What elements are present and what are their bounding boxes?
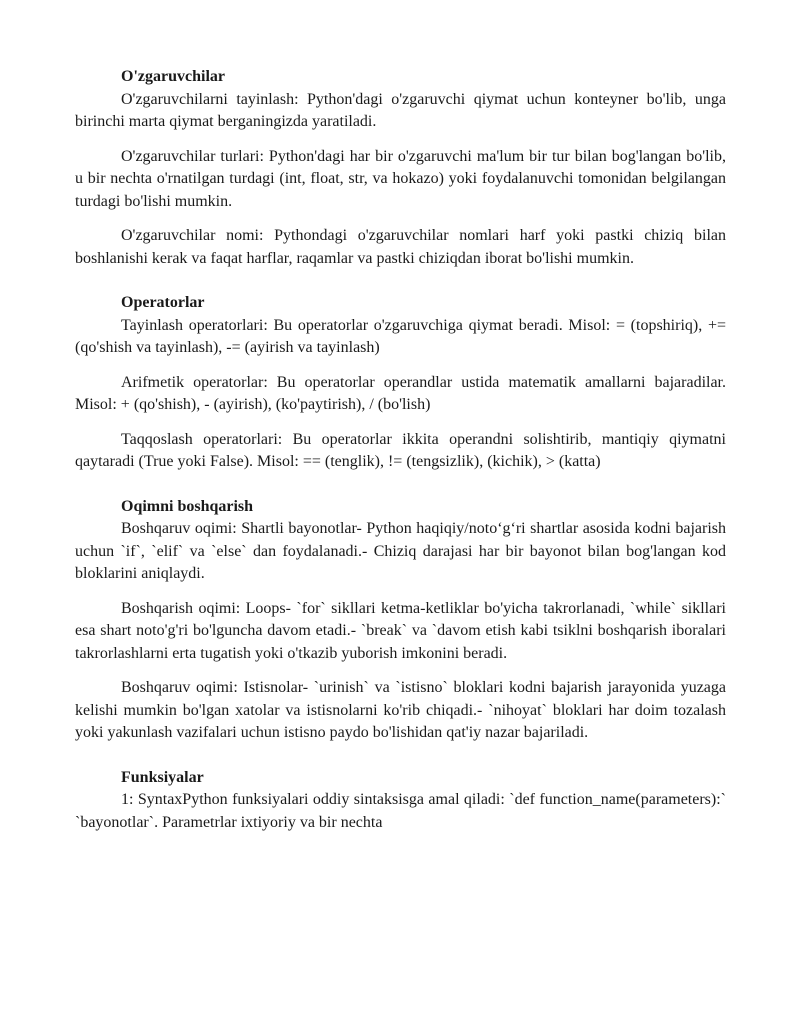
section-heading: Oqimni boshqarish (121, 497, 254, 515)
document-page (75, 66, 726, 834)
paragraph: Boshqaruv oqimi: Istisnolar- `urinish` va `istisno` bloklari kodni bajarish jarayonida yuzaga kelishi mumkin bo'lgan xatolar va istisnolarni ko'rib chiqadi.- `nihoyat` bloklari har doim tozalash yoki yakunlash vazifalari uchun istisno paydo bo'lishidan qat'iy nazar bajariladi. (75, 679, 726, 741)
paragraph: O'zgaruvchilar nomi: Pythondagi o'zgaruvchilar nomlari harf yoki pastki chiziq bilan boshlanishi kerak va faqat harflar, raqamlar va pastki chiziqdan iborat bo'lishi mumkin. (75, 227, 726, 267)
section-heading: O'zgaruvchilar (121, 68, 225, 85)
section-spacer (75, 757, 726, 767)
paragraph: Boshqaruv oqimi: Shartli bayonotlar- Python haqiqiy/noto‘g‘ri shartlar asosida kodni bajarish uchun `if`, `elif` va `else` dan foydalanadi.- Chiziq darajasi har bir bayonot bilan bog'langan kod bloklarini aniqlaydi. (75, 520, 726, 582)
section-operatorlar (75, 292, 726, 474)
paragraph: Arifmetik operatorlar: Bu operatorlar operandlar ustida matematik amallarni bajaradilar. Misol: + (qo'shish), - (ayirish), (ko'paytirish), / (bo'lish) (75, 373, 726, 413)
paragraph: O'zgaruvchilar turlari: Python'dagi har bir o'zgaruvchi ma'lum bir tur bilan bog'langan bo'lib, u bir nechta o'rnatilgan turdagi (int, float, str, va hokazo) yoki foydalanuvchi tomonidan belgilangan turdagi bo'lishi mumkin. (75, 147, 726, 210)
section-heading: Operatorlar (121, 294, 205, 311)
section-spacer (75, 486, 726, 496)
section-funksiyalar (75, 767, 726, 835)
paragraph: Taqqoslash operatorlari: Bu operatorlar ikkita operandni solishtirib, mantiqiy qiymatni qaytaradi (True yoki False). Misol: == (tenglik), != (tengsizlik), (kichik), > (katta) (75, 430, 726, 470)
paragraph: O'zgaruvchilarni tayinlash: Python'dagi o'zgaruvchi qiymat uchun konteyner bo'lib, unga birinchi marta qiymat berganingizda yaratiladi. (75, 90, 726, 130)
paragraph: Tayinlash operatorlari: Bu operatorlar o'zgaruvchiga qiymat beradi. Misol: = (topshiriq), += (qo'shish va tayinlash), -= (ayirish va tayinlash) (75, 316, 726, 356)
paragraph: Boshqarish oqimi: Loops- `for` sikllari ketma-ketliklar bo'yicha takrorlanadi, `while` sikllari esa shart noto'g'ri bo'lguncha davom etadi.- `break` va `davom etish kabi tsiklni boshqarish iboralari takrorlashlarni erta tugatish yoki o'tkazib yuborish imkonini beradi. (75, 599, 726, 662)
section-spacer (75, 282, 726, 292)
section-ozgaruvchilar (75, 66, 726, 270)
section-heading: Funksiyalar (121, 768, 204, 786)
section-oqimni-boshqarish (75, 496, 726, 745)
paragraph: 1: SyntaxPython funksiyalari oddiy sintaksisga amal qiladi: `def function_name(parameters):` `bayonotlar`. Parametrlar ixtiyoriy va bir nechta (75, 791, 726, 831)
